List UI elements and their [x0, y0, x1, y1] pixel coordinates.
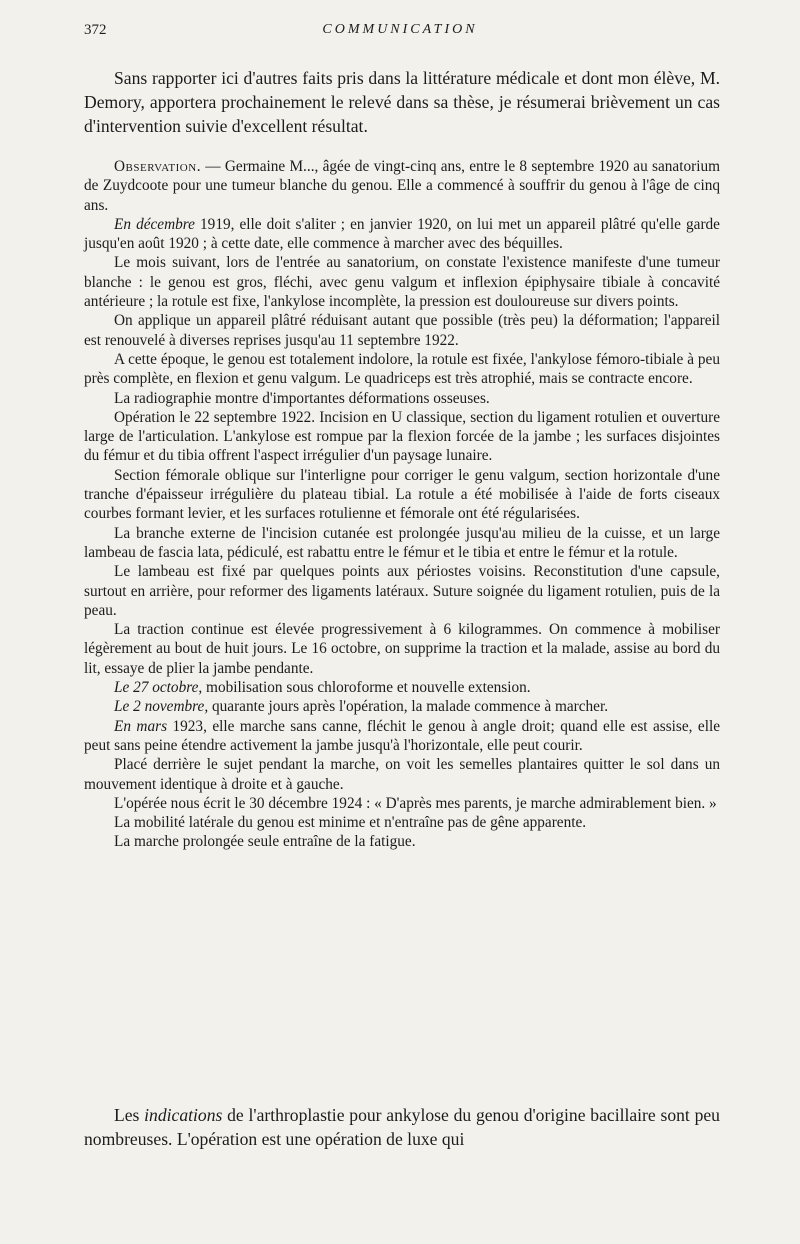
closing-text: de l'arthroplastie pour ankylose du genou d'origine bacillaire sont peu nombreuses. L'opération est une opération de luxe qui: [84, 1105, 720, 1149]
observation-date-1: En décembre: [114, 215, 195, 233]
closing-section: [84, 1103, 720, 1151]
observation-paragraph-5: A cette époque, le genou est totalement indolore, la rotule est fixée, l'ankylose fémoro-tibiale à peu près complète, en flexion et genu valgum. Le quadriceps est très atrophié, mais se contracte encore.: [84, 350, 720, 388]
observation-paragraph-18: La marche prolongée seule entraîne de la fatigue.: [114, 833, 416, 851]
observation-date-2: Le 27 octobre,: [114, 679, 203, 697]
intro-section: [84, 66, 720, 138]
observation-text-1: — Germaine M..., âgée de vingt-cinq ans, entre le 8 septembre 1920 au sanatorium de Zuydcoote pour une tumeur blanche du genou. Elle a commencé à souffrir du genou à l'âge de cinq ans.: [84, 158, 720, 214]
observation-paragraph-13: [84, 697, 720, 716]
observation-section: [84, 157, 720, 852]
observation-text-12: mobilisation sous chloroforme et nouvelle extension.: [202, 679, 531, 697]
running-title: COMMUNICATION: [322, 22, 478, 37]
observation-paragraph-1: [84, 157, 720, 215]
observation-date-3: Le 2 novembre,: [114, 698, 209, 716]
observation-paragraph-16: L'opérée nous écrit le 30 décembre 1924 : « D'après mes parents, je marche admirablement bien. »: [114, 794, 717, 812]
observation-paragraph-17: La mobilité latérale du genou est minime et n'entraîne pas de gêne apparente.: [114, 814, 587, 832]
observation-text-13: quarante jours après l'opération, la malade commence à marcher.: [208, 698, 609, 716]
observation-paragraph-8: Section fémorale oblique sur l'interligne pour corriger le genu valgum, section horizontale d'une tranche d'épaisseur irrégulière du plateau tibial. La rotule a été mobilisée à l'aide de forts ciseaux courbes formant levier, et les surfaces rotulienne et fémorale ont été régularisées.: [84, 466, 720, 523]
observation-paragraph-4: On applique un appareil plâtré réduisant autant que possible (très peu) la déformation; l'appareil est renouvelé à diverses reprises jusqu'au 11 septembre 1922.: [84, 312, 720, 349]
observation-paragraph-3: Le mois suivant, lors de l'entrée au sanatorium, on constate l'existence manifeste d'une tumeur blanche : le genou est gros, fléchi, avec genu valgum et inflexion épiphysaire tibiale à concavité antérieure ; la rotule est fixe, l'ankylose incomplète, la pression est douloureuse sur divers points.: [84, 254, 720, 311]
observation-paragraph-6: La radiographie montre d'importantes déformations osseuses.: [114, 389, 490, 407]
observation-paragraph-10: Le lambeau est fixé par quelques points aux périostes voisins. Reconstitution d'une capsule, surtout en arrière, pour reformer des ligaments latéraux. Suture soignée du ligament rotulien, puis de la peau.: [84, 563, 720, 619]
observation-paragraph-7: Opération le 22 septembre 1922. Incision en U classique, section du ligament rotulien et ouverture large de l'articulation. L'ankylose est rompue par la flexion forcée de la jambe ; les surfaces disjointes du fémur et du tibia offrent l'aspect irrégulier d'un paysage lunaire.: [84, 408, 720, 465]
observation-paragraph-12: [84, 678, 720, 697]
page-header: [84, 22, 716, 44]
intro-paragraph: Sans rapporter ici d'autres faits pris dans la littérature médicale et dont mon élève, M. Demory, apportera prochainement le relevé dans sa thèse, je résumerai brièvement un cas d'intervention suivie d'excellent résultat.: [84, 68, 720, 136]
observation-date-4: En mars: [114, 717, 168, 735]
observation-paragraph-2: [84, 215, 720, 254]
page-number: 372: [84, 22, 107, 38]
observation-paragraph-11: La traction continue est élevée progressivement à 6 kilogrammes. On commence à mobiliser légèrement au bout de huit jours. Le 16 octobre, on supprime la traction et la malade, assise au bord du lit, essaye de plier la jambe pendante.: [84, 621, 720, 677]
observation-text-14: 1923, elle marche sans canne, fléchit le genou à angle droit; quand elle est assise, elle peut sans peine étendre activement la jambe jusqu'à l'horizontale, elle peut courir.: [84, 717, 721, 754]
observation-label: Observation.: [114, 158, 202, 175]
closing-emphasis: indications: [144, 1105, 223, 1125]
observation-paragraph-14: [84, 717, 720, 756]
observation-paragraph-9: La branche externe de l'incision cutanée est prolongée jusqu'au milieu de la cuisse, et un large lambeau de fascia lata, pédiculé, est rabattu entre le fémur et le tibia et entre le fémur et la rotule.: [84, 524, 720, 561]
closing-paragraph: [84, 1103, 720, 1151]
observation-text-2: 1919, elle doit s'aliter ; en janvier 1920, on lui met un appareil plâtré qu'elle garde jusqu'en août 1920 ; à cette date, elle commence à marcher avec des béquilles.: [84, 215, 720, 253]
closing-lead: Les: [114, 1105, 145, 1125]
observation-paragraph-15: Placé derrière le sujet pendant la marche, on voit les semelles plantaires quitter le sol dans un mouvement identique à droite et à gauche.: [84, 756, 720, 793]
